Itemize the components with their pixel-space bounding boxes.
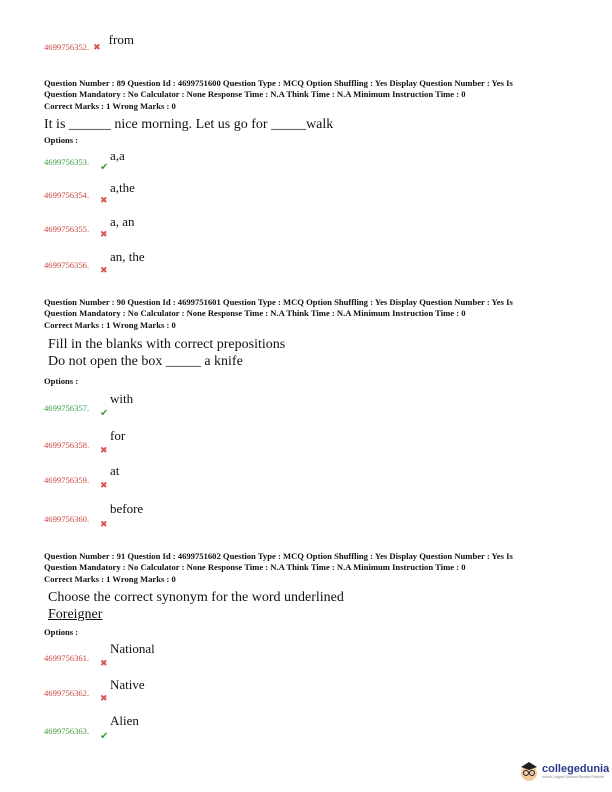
- option-mark: [96, 653, 108, 671]
- option-text: from: [108, 32, 134, 47]
- option-text: National: [110, 641, 155, 656]
- question-text: Fill in the blanks with correct prepositions: [48, 337, 286, 352]
- cross-icon: ✖: [100, 693, 108, 703]
- option-mark: [96, 726, 108, 744]
- option-text: Native: [110, 677, 145, 692]
- option-mark: [96, 224, 108, 242]
- option-mark: [96, 190, 108, 208]
- check-icon: ✔: [100, 408, 109, 419]
- option-id: 4699756353.: [44, 157, 90, 167]
- question-meta: Question Mandatory : No Calculator : None Response Time : N.A Think Time : N.A Minimum Instruction Time : 0: [44, 308, 466, 318]
- options-label: Options :: [44, 627, 79, 637]
- question-text: Do not open the box _____ a knife: [48, 354, 243, 369]
- option-text: at: [110, 463, 120, 478]
- cross-icon: ✖: [100, 658, 108, 668]
- option-id: 4699756359.: [44, 475, 90, 485]
- option-text: before: [110, 501, 144, 516]
- option-id: 4699756361.: [44, 653, 90, 663]
- cross-icon: ✖: [100, 229, 108, 239]
- logo-tagline: India's Largest Student Review Platform: [542, 775, 605, 779]
- cross-icon: ✖: [100, 265, 108, 275]
- option-row: [44, 32, 134, 55]
- option-mark: [96, 514, 108, 532]
- question-meta: Question Mandatory : No Calculator : None Response Time : N.A Think Time : N.A Minimum Instruction Time : 0: [44, 89, 466, 99]
- question-meta: Question Number : 89 Question Id : 4699751600 Question Type : MCQ Option Shuffling : Yes Display Question Number : Yes Is: [44, 78, 513, 88]
- cross-icon: ✖: [93, 42, 101, 52]
- option-id: 4699756358.: [44, 440, 90, 450]
- check-icon: ✔: [100, 731, 109, 742]
- option-text: a,a: [110, 148, 125, 163]
- option-id: 4699756356.: [44, 260, 90, 270]
- question-marks: Correct Marks : 1 Wrong Marks : 0: [44, 101, 176, 111]
- option-mark: [96, 260, 108, 278]
- check-icon: ✔: [100, 162, 109, 173]
- option-mark: [96, 403, 108, 421]
- cross-icon: ✖: [100, 195, 108, 205]
- options-label: Options :: [44, 135, 79, 145]
- option-text: with: [110, 391, 134, 406]
- option-mark: [96, 688, 108, 706]
- cross-icon: ✖: [100, 445, 108, 455]
- option-id: 4699756357.: [44, 403, 90, 413]
- option-text: for: [110, 428, 126, 443]
- option-id: 4699756363.: [44, 726, 90, 736]
- option-mark: [96, 157, 108, 175]
- option-text: a, an: [110, 214, 135, 229]
- cross-icon: ✖: [100, 519, 108, 529]
- question-marks: Correct Marks : 1 Wrong Marks : 0: [44, 320, 176, 330]
- option-text: Alien: [110, 713, 139, 728]
- question-marks: Correct Marks : 1 Wrong Marks : 0: [44, 574, 176, 584]
- option-text: a,the: [110, 180, 135, 195]
- question-text: Foreigner: [48, 607, 103, 622]
- mascot-icon: [518, 759, 540, 783]
- option-id: 4699756355.: [44, 224, 90, 234]
- logo-name: collegedunia: [542, 763, 610, 775]
- cross-icon: ✖: [100, 480, 108, 490]
- option-id: 4699756360.: [44, 514, 90, 524]
- option-id: 4699756354.: [44, 190, 90, 200]
- question-text: Choose the correct synonym for the word underlined: [48, 590, 344, 605]
- question-meta: Question Number : 90 Question Id : 4699751601 Question Type : MCQ Option Shuffling : Yes Display Question Number : Yes Is: [44, 297, 513, 307]
- option-mark: [96, 440, 108, 458]
- question-meta: Question Number : 91 Question Id : 4699751602 Question Type : MCQ Option Shuffling : Yes Display Question Number : Yes Is: [44, 551, 513, 561]
- option-id: 4699756362.: [44, 688, 90, 698]
- options-label: Options :: [44, 376, 79, 386]
- question-meta: Question Mandatory : No Calculator : None Response Time : N.A Think Time : N.A Minimum Instruction Time : 0: [44, 562, 466, 572]
- option-text: an, the: [110, 249, 145, 264]
- option-id: 4699756352.: [44, 42, 90, 52]
- collegedunia-logo: [518, 759, 609, 783]
- option-mark: [96, 475, 108, 493]
- question-text: It is ______ nice morning. Let us go for _____walk: [44, 117, 334, 132]
